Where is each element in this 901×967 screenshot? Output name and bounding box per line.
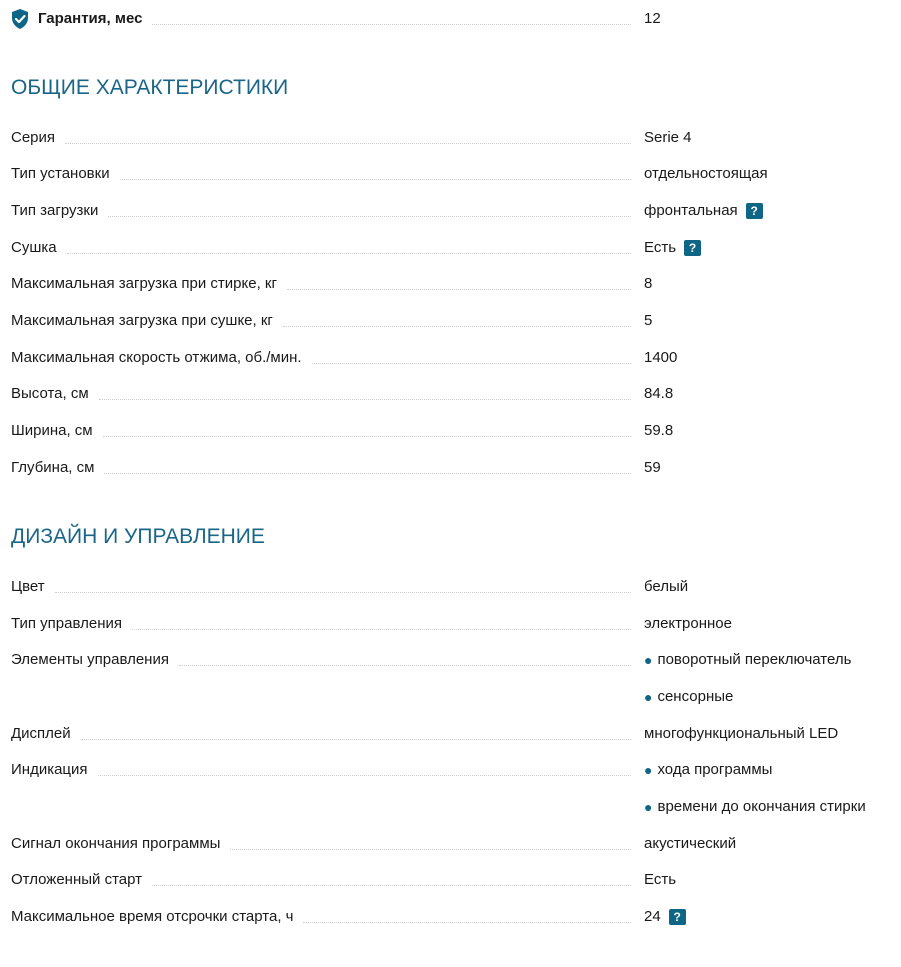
dotted-leader <box>65 129 631 144</box>
warranty-row <box>0 9 901 39</box>
spec-value-text: белый <box>644 578 689 595</box>
spec-row <box>0 348 901 378</box>
spec-label: Максимальная скорость отжима, об./мин. <box>11 348 308 368</box>
spec-label-wrap <box>11 650 631 680</box>
spec-value <box>644 164 768 184</box>
dotted-leader <box>99 385 631 400</box>
spec-label: Максимальная загрузка при стирке, кг <box>11 274 283 294</box>
spec-label-wrap <box>11 384 631 414</box>
spec-value-text: 1400 <box>644 349 678 366</box>
spec-value <box>644 311 652 331</box>
shield-check-icon <box>11 9 29 29</box>
spec-label: Высота, см <box>11 384 95 404</box>
spec-label: Максимальное время отсрочки старта, ч <box>11 907 299 927</box>
spec-value <box>644 870 676 890</box>
spec-label-wrap <box>11 577 631 607</box>
spec-value <box>644 274 652 294</box>
spec-label: Сушка <box>11 238 63 258</box>
spec-value-text: Serie 4 <box>644 129 692 146</box>
spec-label: Индикация <box>11 760 94 780</box>
bullet-icon: ● <box>644 762 653 778</box>
spec-row <box>0 577 901 607</box>
spec-label: Глубина, см <box>11 458 100 478</box>
help-icon[interactable]: ? <box>746 203 763 219</box>
spec-value-text: электронное <box>644 615 732 632</box>
spec-row <box>0 164 901 194</box>
section-title-general: ОБЩИЕ ХАРАКТЕРИСТИКИ <box>11 76 289 99</box>
spec-value-text: 84.8 <box>644 385 674 402</box>
section-title-design: ДИЗАЙН И УПРАВЛЕНИЕ <box>11 525 265 548</box>
spec-value-text: 59.8 <box>644 422 674 439</box>
spec-value <box>644 384 673 404</box>
spec-value <box>644 348 677 368</box>
spec-label: Сигнал окончания программы <box>11 834 226 854</box>
spec-row <box>0 834 901 864</box>
bullet-icon: ● <box>644 799 653 815</box>
spec-row <box>0 274 901 304</box>
dotted-leader <box>120 165 631 180</box>
spec-row <box>0 458 901 488</box>
spec-row <box>0 128 901 158</box>
spec-row <box>0 797 901 827</box>
dotted-leader <box>287 275 631 290</box>
help-icon[interactable]: ? <box>669 909 686 925</box>
warranty-value-text: 12 <box>644 10 661 27</box>
dotted-leader <box>98 761 631 776</box>
dotted-leader <box>283 312 631 327</box>
spec-row <box>0 311 901 341</box>
help-icon[interactable]: ? <box>684 240 701 256</box>
spec-label-wrap <box>11 760 631 790</box>
spec-row <box>0 724 901 754</box>
spec-value <box>644 458 661 478</box>
spec-value-text: поворотный переключатель <box>657 651 852 668</box>
dotted-leader <box>55 578 631 593</box>
dotted-leader <box>81 725 631 740</box>
spec-value <box>644 421 673 441</box>
spec-label: Элементы управления <box>11 650 175 670</box>
spec-value <box>644 650 851 670</box>
spec-label: Тип управления <box>11 614 128 634</box>
spec-value-text: акустический <box>644 835 737 852</box>
spec-value-text: 8 <box>644 275 653 292</box>
spec-row <box>0 760 901 790</box>
spec-label: Серия <box>11 128 61 148</box>
spec-row <box>0 384 901 414</box>
warranty-value <box>644 9 661 29</box>
spec-label-wrap <box>11 274 631 304</box>
spec-label-wrap <box>11 870 631 900</box>
spec-label-wrap <box>11 421 631 451</box>
spec-label-wrap <box>11 907 631 937</box>
spec-row <box>0 650 901 680</box>
spec-value-text: отдельностоящая <box>644 165 768 182</box>
spec-value <box>644 760 772 780</box>
dotted-leader <box>103 422 631 437</box>
spec-value-text: Есть <box>644 871 677 888</box>
spec-row <box>0 201 901 231</box>
spec-label: Максимальная загрузка при сушке, кг <box>11 311 279 331</box>
spec-label: Цвет <box>11 577 51 597</box>
spec-label-wrap <box>11 614 631 644</box>
spec-value-text: хода программы <box>657 761 773 778</box>
spec-label: Тип загрузки <box>11 201 104 221</box>
dotted-leader <box>152 10 631 25</box>
dotted-leader <box>108 202 631 217</box>
dotted-leader <box>132 615 631 630</box>
spec-label-wrap <box>11 458 631 488</box>
spec-row <box>0 687 901 717</box>
dotted-leader <box>67 239 631 254</box>
spec-value <box>644 797 866 817</box>
spec-row <box>0 870 901 900</box>
warranty-label: Гарантия, мес <box>38 9 148 29</box>
spec-value <box>644 238 701 258</box>
spec-row <box>0 907 901 937</box>
spec-label-wrap <box>11 238 631 268</box>
spec-value-text: многофункциональный LED <box>644 725 839 742</box>
dotted-leader <box>179 651 631 666</box>
spec-value-text: фронтальная <box>644 202 738 219</box>
dotted-leader <box>303 908 631 923</box>
spec-label-wrap <box>11 834 631 864</box>
spec-row <box>0 238 901 268</box>
spec-value <box>644 577 688 597</box>
spec-value <box>644 907 686 927</box>
dotted-leader <box>104 459 631 474</box>
dotted-leader <box>152 871 631 886</box>
warranty-label-wrap <box>11 9 631 39</box>
spec-label-wrap <box>11 128 631 158</box>
spec-value-text: 5 <box>644 312 653 329</box>
spec-label-wrap <box>11 311 631 341</box>
spec-label: Дисплей <box>11 724 77 744</box>
spec-row <box>0 614 901 644</box>
spec-label-wrap <box>11 724 631 754</box>
bullet-icon: ● <box>644 652 653 668</box>
spec-value <box>644 201 763 221</box>
spec-value <box>644 614 732 634</box>
spec-value <box>644 128 692 148</box>
spec-value <box>644 724 838 744</box>
dotted-leader <box>312 349 631 364</box>
spec-label-wrap <box>11 348 631 378</box>
spec-value-text: сенсорные <box>657 688 734 705</box>
dotted-leader <box>230 835 631 850</box>
spec-label-wrap <box>11 201 631 231</box>
spec-value-text: 24 <box>644 908 661 925</box>
bullet-icon: ● <box>644 689 653 705</box>
spec-row <box>0 421 901 451</box>
spec-value <box>644 834 736 854</box>
spec-value-text: Есть <box>644 239 677 256</box>
spec-label-wrap <box>11 164 631 194</box>
spec-label: Тип установки <box>11 164 116 184</box>
spec-value-text: 59 <box>644 459 661 476</box>
spec-value <box>644 687 733 707</box>
spec-value-text: времени до окончания стирки <box>657 798 866 815</box>
spec-label: Ширина, см <box>11 421 99 441</box>
spec-label: Отложенный старт <box>11 870 148 890</box>
